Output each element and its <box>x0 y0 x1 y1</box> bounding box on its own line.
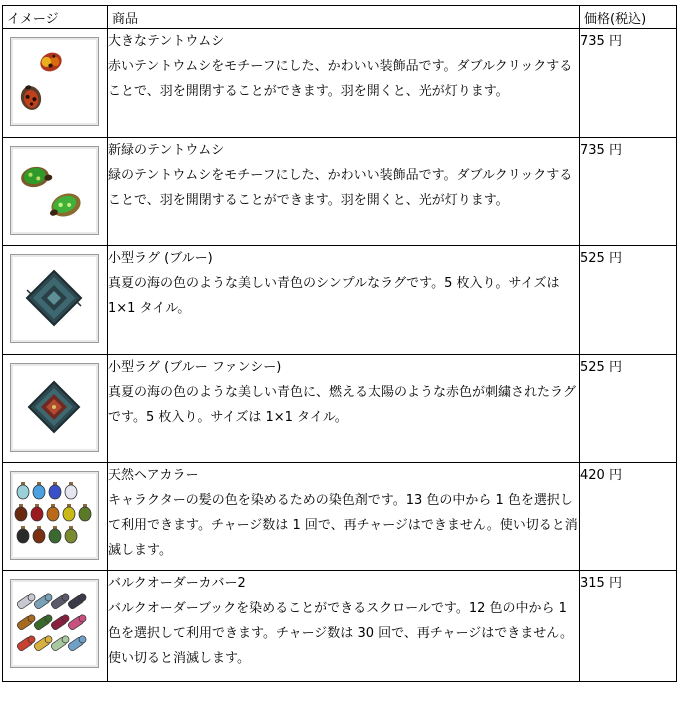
product-image-cell <box>3 355 108 463</box>
product-description: キャラクターの髪の色を染めるための染色剤です。13 色の中から 1 色を選択して利用できます。チャージ数は 1 回で、再チャージはできません。使い切ると消滅します。 <box>108 493 578 558</box>
product-info-cell <box>108 355 580 463</box>
product-description: 真夏の海の色のような美しい青色に、燃える太陽のような赤色が刺繍されたラグです。5 枚入り。サイズは 1×1 タイル。 <box>108 385 577 425</box>
product-price: 735 円 <box>580 29 677 138</box>
product-name: 天然ヘアカラー <box>108 468 199 483</box>
product-table <box>2 5 677 682</box>
product-thumbnail <box>10 363 99 452</box>
product-name: 小型ラグ (ブルー) <box>108 251 213 266</box>
product-price: 525 円 <box>580 355 677 463</box>
header-row <box>3 6 677 29</box>
header-product: 商品 <box>108 6 580 29</box>
product-thumbnail <box>10 254 99 343</box>
product-name: 新緑のテントウムシ <box>108 143 225 158</box>
product-description: バルクオーダーブックを染めることができるスクロールです。12 色の中から 1 色を選択して利用できます。チャージ数は 30 回で、再チャージはできません。使い切ると消滅します。 <box>108 601 573 666</box>
product-price: 735 円 <box>580 138 677 246</box>
red-ladybug-icon <box>11 38 98 125</box>
product-image-cell <box>3 246 108 355</box>
product-image-cell <box>3 138 108 246</box>
header-price: 価格(税込) <box>580 6 677 29</box>
product-info-cell <box>108 571 580 682</box>
dye-scrolls-icon <box>11 580 98 667</box>
product-name: 小型ラグ (ブルー ファンシー) <box>108 360 282 375</box>
product-info-cell <box>108 463 580 571</box>
product-image-cell <box>3 463 108 571</box>
product-row <box>3 571 677 682</box>
product-image-cell <box>3 571 108 682</box>
product-name: 大きなテントウムシ <box>108 34 225 49</box>
product-row <box>3 138 677 246</box>
product-price: 420 円 <box>580 463 677 571</box>
product-row <box>3 29 677 138</box>
hair-dye-bottles-icon <box>11 472 98 559</box>
product-info-cell <box>108 29 580 138</box>
header-image: イメージ <box>3 6 108 29</box>
product-info-cell <box>108 138 580 246</box>
product-name: バルクオーダーカバー2 <box>108 576 246 591</box>
product-row <box>3 355 677 463</box>
product-description: 真夏の海の色のような美しい青色のシンプルなラグです。5 枚入り。サイズは 1×1 タイル。 <box>108 276 560 316</box>
product-price: 525 円 <box>580 246 677 355</box>
product-thumbnail <box>10 146 99 235</box>
blue-rug-icon <box>11 255 98 342</box>
product-thumbnail <box>10 471 99 560</box>
product-price: 315 円 <box>580 571 677 682</box>
product-description: 赤いテントウムシをモチーフにした、かわいい装飾品です。ダブルクリックすることで、羽を開閉することができます。羽を開くと、光が灯ります。 <box>108 59 573 99</box>
product-description: 緑のテントウムシをモチーフにした、かわいい装飾品です。ダブルクリックすることで、羽を開閉することができます。羽を開くと、光が灯ります。 <box>108 168 573 208</box>
product-thumbnail <box>10 579 99 668</box>
product-image-cell <box>3 29 108 138</box>
product-row <box>3 246 677 355</box>
product-thumbnail <box>10 37 99 126</box>
product-row <box>3 463 677 571</box>
green-ladybug-icon <box>11 147 98 234</box>
product-info-cell <box>108 246 580 355</box>
blue-fancy-rug-icon <box>11 364 98 451</box>
